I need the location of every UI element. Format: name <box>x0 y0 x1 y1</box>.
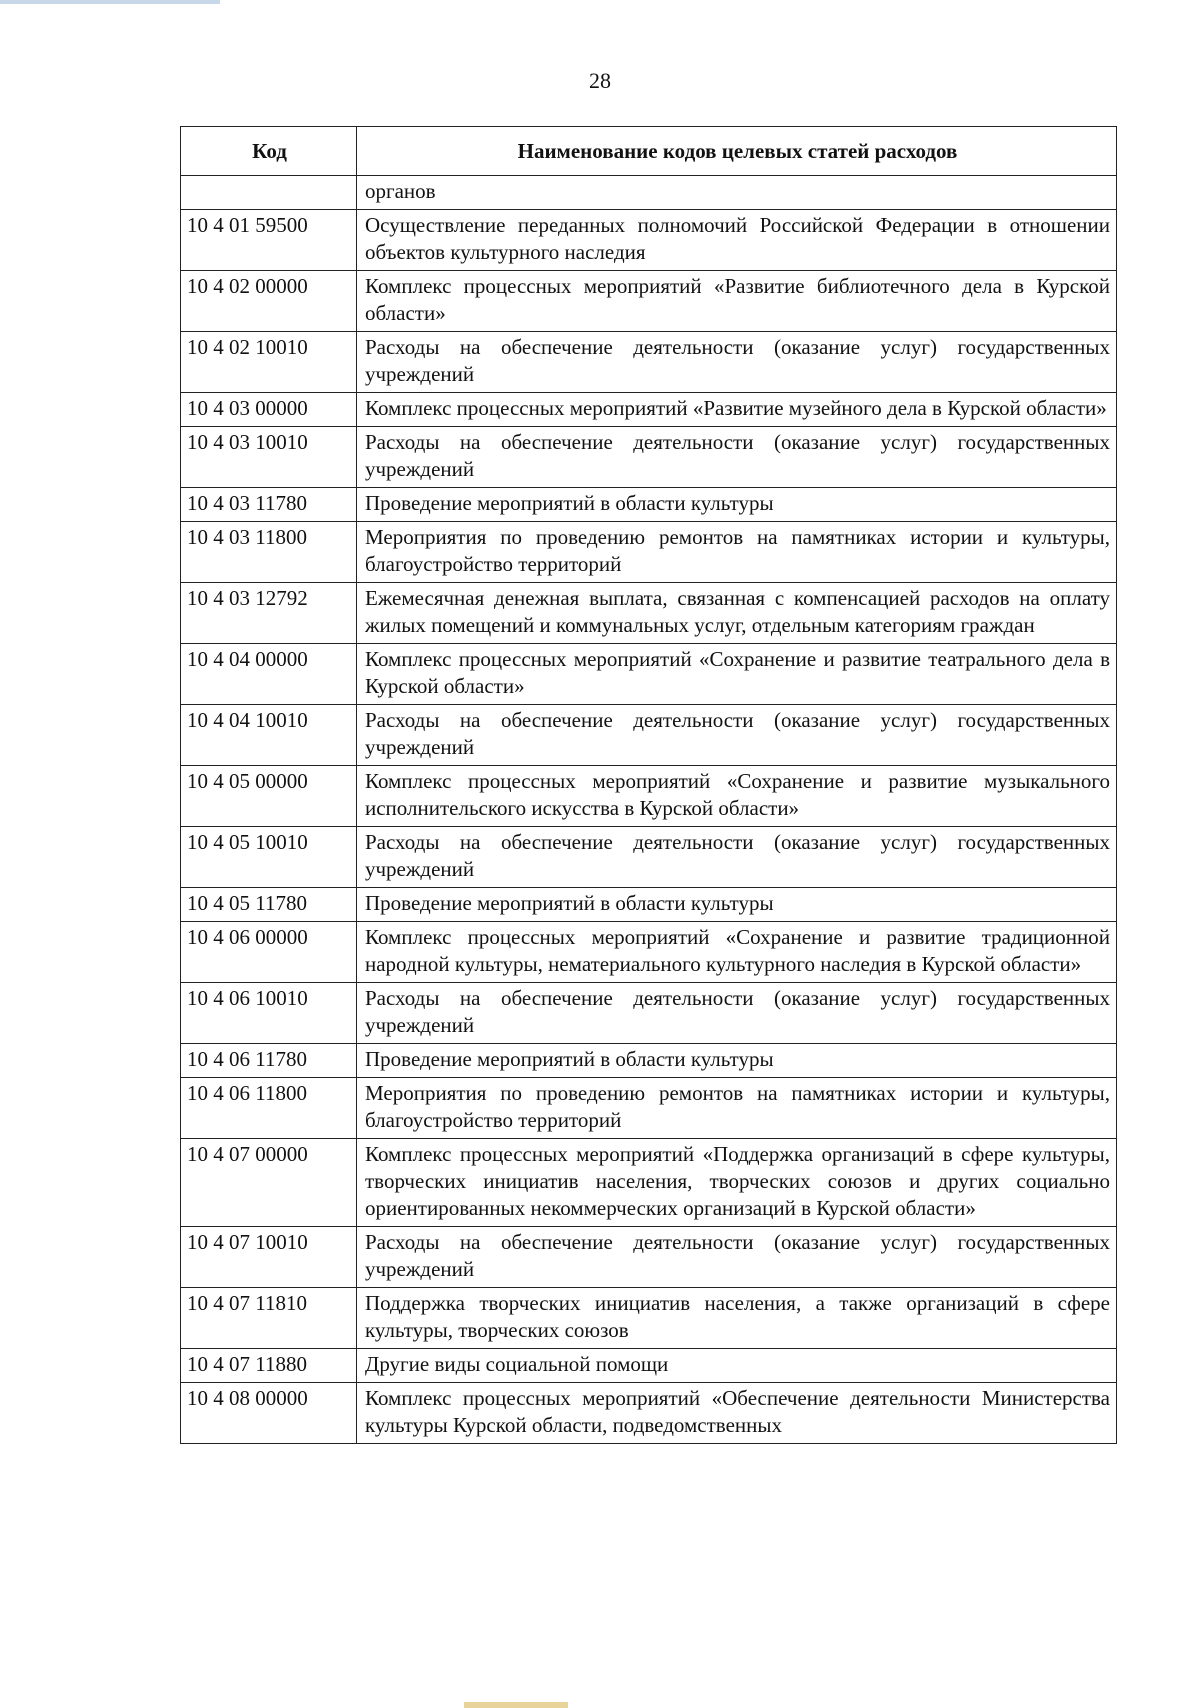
row-name-cell: Проведение мероприятий в области культуры <box>357 1044 1117 1078</box>
table-row <box>181 1227 1117 1288</box>
row-code-cell: 10 4 03 11780 <box>181 488 357 522</box>
row-code-cell: 10 4 07 00000 <box>181 1139 357 1227</box>
row-code-cell: 10 4 03 12792 <box>181 583 357 644</box>
table-row <box>181 583 1117 644</box>
row-code-cell: 10 4 02 00000 <box>181 271 357 332</box>
row-name-cell: Комплекс процессных мероприятий «Поддержка организаций в сфере культуры, творческих инициатив населения, творческих союзов и других социально ориентированных некоммерческих организаций в Курской области» <box>357 1139 1117 1227</box>
row-code-cell: 10 4 08 00000 <box>181 1383 357 1444</box>
row-code-cell: 10 4 06 11780 <box>181 1044 357 1078</box>
row-code-cell: 10 4 06 10010 <box>181 983 357 1044</box>
table-row <box>181 1044 1117 1078</box>
table-row <box>181 766 1117 827</box>
table-row <box>181 1078 1117 1139</box>
row-code-cell: 10 4 05 10010 <box>181 827 357 888</box>
row-name-cell: Комплекс процессных мероприятий «Развитие библиотечного дела в Курской области» <box>357 271 1117 332</box>
table-body <box>181 176 1117 1444</box>
row-code-cell: 10 4 05 11780 <box>181 888 357 922</box>
table-row <box>181 888 1117 922</box>
row-name-cell: органов <box>357 176 1117 210</box>
table-row <box>181 393 1117 427</box>
header-code: Код <box>181 127 357 176</box>
row-name-cell: Комплекс процессных мероприятий «Обеспечение деятельности Министерства культуры Курской области, подведомственных <box>357 1383 1117 1444</box>
row-code-cell: 10 4 01 59500 <box>181 210 357 271</box>
row-code-cell: 10 4 05 00000 <box>181 766 357 827</box>
scan-edge-mark <box>0 0 220 4</box>
row-name-cell: Другие виды социальной помощи <box>357 1349 1117 1383</box>
row-name-cell: Расходы на обеспечение деятельности (оказание услуг) государственных учреждений <box>357 827 1117 888</box>
row-name-cell: Комплекс процессных мероприятий «Сохранение и развитие театрального дела в Курской области» <box>357 644 1117 705</box>
table-row <box>181 176 1117 210</box>
row-name-cell: Мероприятия по проведению ремонтов на памятниках истории и культуры, благоустройство территорий <box>357 522 1117 583</box>
row-name-cell: Расходы на обеспечение деятельности (оказание услуг) государственных учреждений <box>357 1227 1117 1288</box>
row-code-cell: 10 4 07 11880 <box>181 1349 357 1383</box>
table-row <box>181 1139 1117 1227</box>
table-row <box>181 332 1117 393</box>
row-code-cell: 10 4 04 00000 <box>181 644 357 705</box>
table-row <box>181 522 1117 583</box>
table-row <box>181 1383 1117 1444</box>
row-code-cell: 10 4 07 10010 <box>181 1227 357 1288</box>
table-row <box>181 922 1117 983</box>
table-row <box>181 1349 1117 1383</box>
row-code-cell: 10 4 06 11800 <box>181 1078 357 1139</box>
row-name-cell: Проведение мероприятий в области культуры <box>357 488 1117 522</box>
table-header-row <box>181 127 1117 176</box>
row-name-cell: Ежемесячная денежная выплата, связанная с компенсацией расходов на оплату жилых помещений и коммунальных услуг, отдельным категориям граждан <box>357 583 1117 644</box>
header-name: Наименование кодов целевых статей расходов <box>357 127 1117 176</box>
row-name-cell: Расходы на обеспечение деятельности (оказание услуг) государственных учреждений <box>357 332 1117 393</box>
row-code-cell: 10 4 03 11800 <box>181 522 357 583</box>
row-code-cell: 10 4 04 10010 <box>181 705 357 766</box>
row-name-cell: Расходы на обеспечение деятельности (оказание услуг) государственных учреждений <box>357 427 1117 488</box>
row-name-cell: Расходы на обеспечение деятельности (оказание услуг) государственных учреждений <box>357 705 1117 766</box>
row-name-cell: Расходы на обеспечение деятельности (оказание услуг) государственных учреждений <box>357 983 1117 1044</box>
row-code-cell: 10 4 03 10010 <box>181 427 357 488</box>
row-name-cell: Поддержка творческих инициатив населения, а также организаций в сфере культуры, творческих союзов <box>357 1288 1117 1349</box>
table-row <box>181 488 1117 522</box>
table-row <box>181 827 1117 888</box>
row-code-cell: 10 4 06 00000 <box>181 922 357 983</box>
row-name-cell: Комплекс процессных мероприятий «Развитие музейного дела в Курской области» <box>357 393 1117 427</box>
table-row <box>181 427 1117 488</box>
row-code-cell: 10 4 03 00000 <box>181 393 357 427</box>
budget-codes-table-wrapper <box>180 126 1116 1444</box>
table-row <box>181 1288 1117 1349</box>
row-name-cell: Комплекс процессных мероприятий «Сохранение и развитие традиционной народной культуры, нематериального культурного наследия в Курской области» <box>357 922 1117 983</box>
page-number: 28 <box>589 68 611 93</box>
row-name-cell: Комплекс процессных мероприятий «Сохранение и развитие музыкального исполнительского искусства в Курской области» <box>357 766 1117 827</box>
table-row <box>181 705 1117 766</box>
table-row <box>181 271 1117 332</box>
table-row <box>181 210 1117 271</box>
row-code-cell: 10 4 07 11810 <box>181 1288 357 1349</box>
table-row <box>181 644 1117 705</box>
table-row <box>181 983 1117 1044</box>
row-name-cell: Проведение мероприятий в области культуры <box>357 888 1117 922</box>
row-code-cell: 10 4 02 10010 <box>181 332 357 393</box>
budget-codes-table <box>180 126 1117 1444</box>
row-name-cell: Мероприятия по проведению ремонтов на памятниках истории и культуры, благоустройство территорий <box>357 1078 1117 1139</box>
scan-edge-mark-bottom <box>464 1702 568 1708</box>
row-name-cell: Осуществление переданных полномочий Российской Федерации в отношении объектов культурного наследия <box>357 210 1117 271</box>
row-code-cell <box>181 176 357 210</box>
